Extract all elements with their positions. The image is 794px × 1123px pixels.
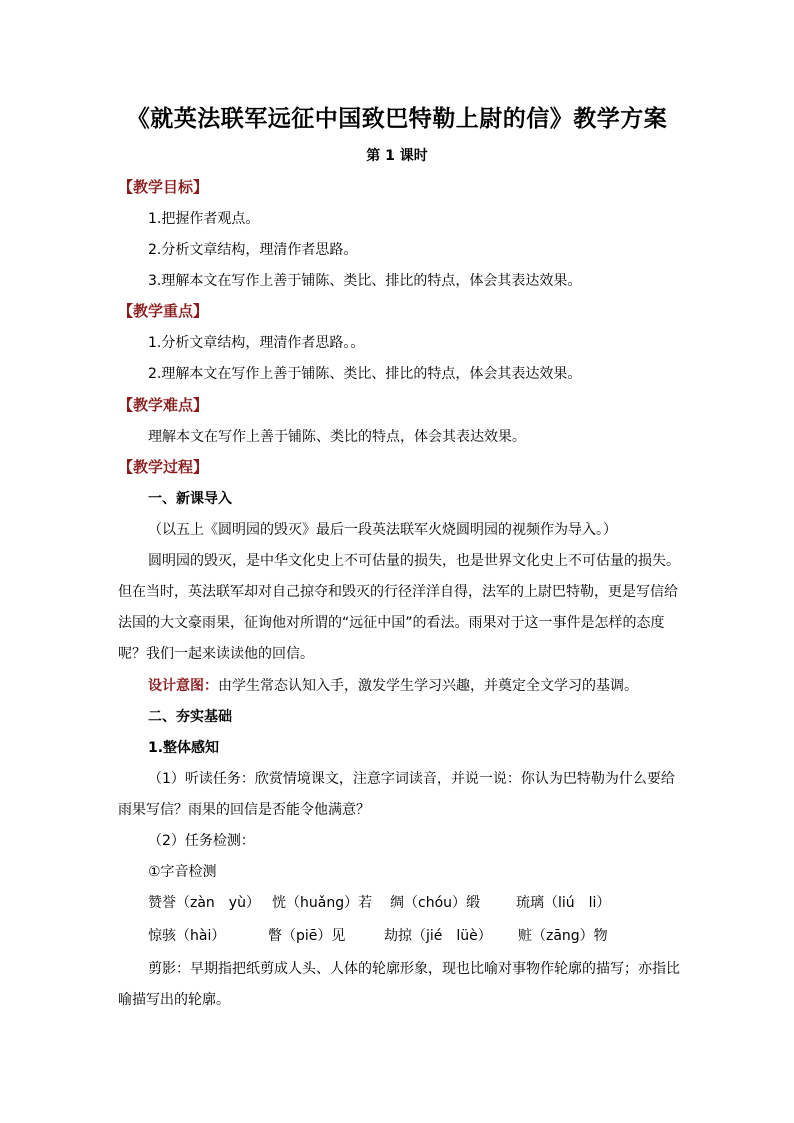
new-lesson-intro-title: 一、新课导入 bbox=[148, 491, 232, 507]
objective-item: 2.分析文章结构，理清作者思路。 bbox=[148, 242, 358, 258]
phonetic-word: 劫掠（jié lüè） bbox=[384, 928, 492, 944]
overall-perception-title: 1.整体感知 bbox=[148, 740, 220, 756]
intro-paragraph-line: 但在当时，英法联军却对自己掠夺和毁灭的行径洋洋自得，法军的上尉巴特勒，更是写信给 bbox=[118, 584, 678, 600]
phonetic-word: 惊骇（hài） bbox=[148, 928, 226, 944]
lesson-subtitle: 第 1 课时 bbox=[366, 148, 428, 164]
process-heading: 【教学过程】 bbox=[118, 458, 209, 476]
objective-item: 1.把握作者观点。 bbox=[148, 211, 260, 227]
difficulties-text: 理解本文在写作上善于铺陈、类比的特点，体会其表达效果。 bbox=[148, 429, 526, 445]
phonetic-word: 绸（chóu）缎 bbox=[390, 895, 481, 911]
objectives-heading: 【教学目标】 bbox=[118, 178, 209, 196]
difficulties-heading: 【教学难点】 bbox=[118, 396, 209, 414]
listening-task-line: （1）听读任务：欣赏情境课文，注意字词读音，并说一说：你认为巴特勒为什么要给 bbox=[148, 771, 675, 787]
intro-note: （以五上《圆明园的毁灭》最后一段英法联军火烧圆明园的视频作为导入。） bbox=[148, 522, 617, 538]
intro-paragraph-line: 呢？我们一起来读读他的回信。 bbox=[118, 646, 314, 662]
phonetic-word: 恍（huǎng）若 bbox=[272, 895, 373, 911]
phonetic-word: 赃（zāng）物 bbox=[518, 928, 608, 944]
objective-item: 3.理解本文在写作上善于铺陈、类比、排比的特点，体会其表达效果。 bbox=[148, 273, 582, 289]
phonetic-word: 琉璃（liú li） bbox=[516, 895, 611, 911]
key-point-item: 1.分析文章结构，理清作者思路。。 bbox=[148, 335, 365, 351]
jianying-definition-line: 剪影：早期指把纸剪成人头、人体的轮廓形象，现也比喻对事物作轮廓的描写；亦指比 bbox=[148, 961, 680, 977]
key-points-heading: 【教学重点】 bbox=[118, 302, 209, 320]
jianying-definition-line: 喻描写出的轮廓。 bbox=[118, 992, 230, 1008]
foundation-title: 二、夯实基础 bbox=[148, 709, 232, 725]
intro-paragraph-line: 圆明园的毁灭，是中华文化史上不可估量的损失，也是世界文化史上不可估量的损失。 bbox=[148, 553, 680, 569]
design-intent-text: 由学生常态认知入手，激发学生学习兴趣，并奠定全文学习的基调。 bbox=[218, 678, 638, 694]
phonetic-word: 赞誉（zàn yù） bbox=[148, 895, 260, 911]
listening-task-line: 雨果写信？雨果的回信是否能令他满意？ bbox=[118, 802, 370, 818]
intro-paragraph-line: 法国的大文豪雨果，征询他对所谓的“远征中国”的看法。雨果对于这一事件是怎样的态度 bbox=[118, 615, 665, 631]
design-intent bbox=[148, 675, 638, 695]
document-title: 《就英法联军远征中国致巴特勒上尉的信》教学方案 bbox=[126, 105, 668, 132]
key-point-item: 2.理解本文在写作上善于铺陈、类比、排比的特点，体会其表达效果。 bbox=[148, 366, 582, 382]
phonetic-check-title: ①字音检测 bbox=[148, 864, 217, 880]
task-check-title: （2）任务检测： bbox=[148, 833, 255, 849]
design-intent-label: 设计意图： bbox=[148, 678, 218, 694]
phonetic-word: 瞥（piē）见 bbox=[268, 928, 346, 944]
